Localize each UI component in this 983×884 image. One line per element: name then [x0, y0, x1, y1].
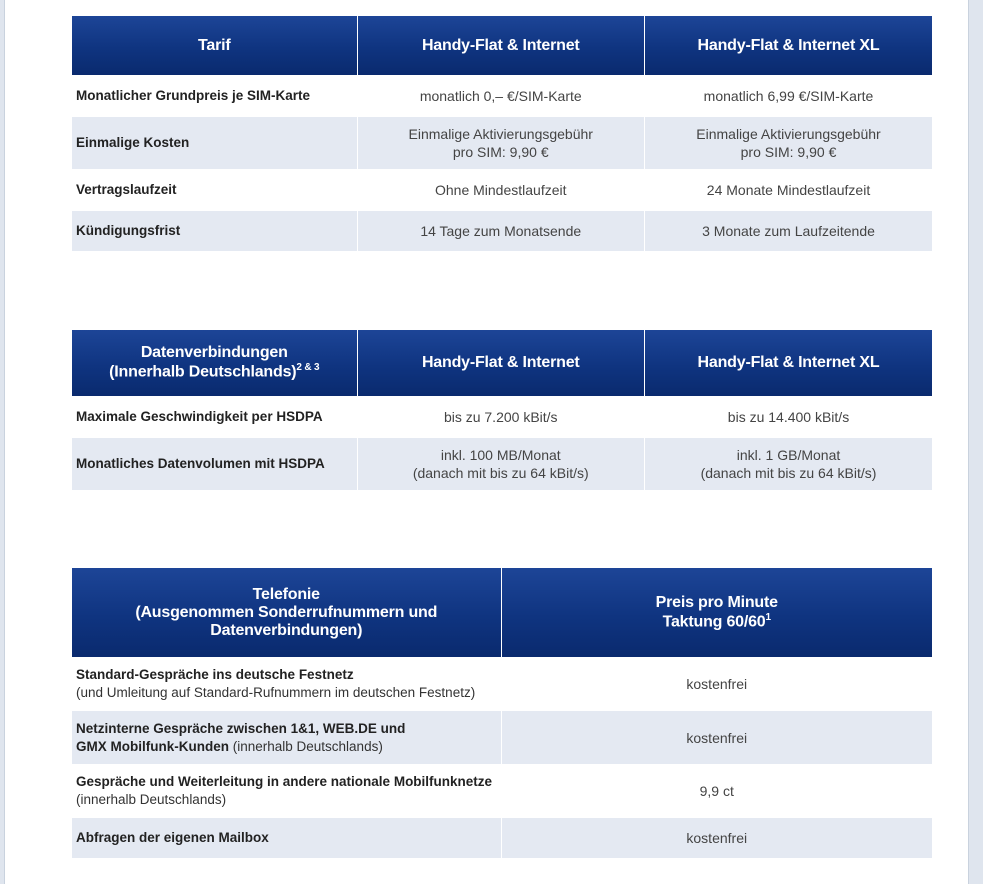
table-header-row — [72, 16, 932, 75]
row-label: Monatliches Datenvolumen mit HSDPA — [72, 438, 357, 490]
table-row — [72, 438, 932, 490]
row-label — [72, 711, 501, 764]
row-label — [72, 764, 501, 818]
cell-value: kostenfrei — [501, 711, 932, 764]
header-price-per-minute — [501, 568, 932, 657]
header-line: Preis pro Minute — [655, 593, 778, 611]
header-line: (Ausgenommen Sonderrufnummern und — [135, 603, 438, 621]
cell-value: kostenfrei — [501, 818, 932, 858]
cell-line: Einmalige Aktivierungsgebühr — [696, 126, 881, 142]
header-line: Telefonie — [252, 585, 320, 603]
tarif-table — [72, 16, 932, 251]
header-line: (Innerhalb Deutschlands) — [109, 363, 297, 381]
header-plan-basic: Handy-Flat & Internet — [357, 16, 645, 75]
cell-value: Ohne Mindestlaufzeit — [357, 169, 645, 211]
scrollbar-track[interactable] — [969, 0, 983, 884]
header-line: Datenverbindungen — [140, 344, 288, 362]
cell-value: 9,9 ct — [501, 764, 932, 818]
cell-value: bis zu 7.200 kBit/s — [357, 396, 645, 438]
cell-value: 3 Monate zum Laufzeitende — [645, 211, 933, 251]
row-label: Vertragslaufzeit — [76, 182, 177, 197]
header-plan-basic: Handy-Flat & Internet — [357, 330, 645, 396]
table-row — [72, 764, 932, 818]
footnote-ref: 2 & 3 — [296, 362, 320, 374]
cell-value: monatlich 6,99 €/SIM-Karte — [645, 75, 933, 117]
table-row — [72, 117, 932, 169]
row-label-main: Gespräche und Weiterleitung in andere nationale Mobilfunknetze — [76, 774, 493, 789]
cell-value: bis zu 14.400 kBit/s — [645, 396, 933, 438]
cell-line: inkl. 100 MB/Monat — [440, 447, 561, 463]
row-label-sub: (und Umleitung auf Standard-Rufnummern im deutschen Festnetz) — [76, 685, 476, 700]
header-plan-xl: Handy-Flat & Internet XL — [645, 16, 933, 75]
telephony-table — [72, 568, 932, 858]
header-line: Taktung 60/60 — [662, 613, 766, 631]
row-label: Maximale Geschwindigkeit per HSDPA — [76, 409, 323, 424]
row-label: Einmalige Kosten — [72, 117, 357, 169]
cell-value: kostenfrei — [501, 657, 932, 711]
row-label-sub: (innerhalb Deutschlands) — [76, 792, 227, 807]
header-tarif: Tarif — [72, 16, 357, 75]
table-row — [72, 711, 932, 764]
table-row — [72, 75, 932, 117]
row-label — [72, 657, 501, 711]
cell-value — [357, 438, 645, 490]
row-label: Monatlicher Grundpreis je SIM-Karte — [76, 88, 311, 103]
cell-line: (danach mit bis zu 64 kBit/s) — [412, 465, 589, 481]
cell-value: monatlich 0,– €/SIM-Karte — [357, 75, 645, 117]
cell-line: pro SIM: 9,90 € — [740, 144, 837, 160]
row-label-main: GMX Mobilfunk-Kunden — [76, 738, 229, 754]
header-telephony — [72, 568, 501, 657]
footnote-ref: 1 — [765, 611, 771, 623]
header-data-connections — [72, 330, 357, 396]
table-row — [72, 169, 932, 211]
row-label-main: Standard-Gespräche ins deutsche Festnetz — [76, 667, 354, 682]
cell-line: inkl. 1 GB/Monat — [736, 447, 841, 463]
table-row — [72, 396, 932, 438]
data-connection-table — [72, 330, 932, 490]
table-row — [72, 818, 932, 858]
table-row — [72, 657, 932, 711]
header-line: Datenverbindungen) — [210, 621, 363, 639]
header-plan-xl: Handy-Flat & Internet XL — [645, 330, 933, 396]
cell-value — [357, 117, 645, 169]
cell-line: pro SIM: 9,90 € — [452, 144, 549, 160]
content-page — [4, 0, 969, 884]
row-label-sub: (innerhalb Deutschlands) — [228, 738, 383, 754]
cell-value — [645, 117, 933, 169]
row-label: Abfragen der eigenen Mailbox — [72, 818, 501, 858]
cell-line: Einmalige Aktivierungsgebühr — [408, 126, 593, 142]
cell-value: 24 Monate Mindestlaufzeit — [645, 169, 933, 211]
cell-value: 14 Tage zum Monatsende — [357, 211, 645, 251]
row-label: Kündigungsfrist — [72, 211, 357, 251]
table-header-row — [72, 568, 932, 657]
cell-line: (danach mit bis zu 64 kBit/s) — [700, 465, 877, 481]
table-header-row — [72, 330, 932, 396]
table-row — [72, 211, 932, 251]
row-label-main: Netzinterne Gespräche zwischen 1&1, WEB.DE und — [76, 720, 406, 736]
cell-value — [645, 438, 933, 490]
